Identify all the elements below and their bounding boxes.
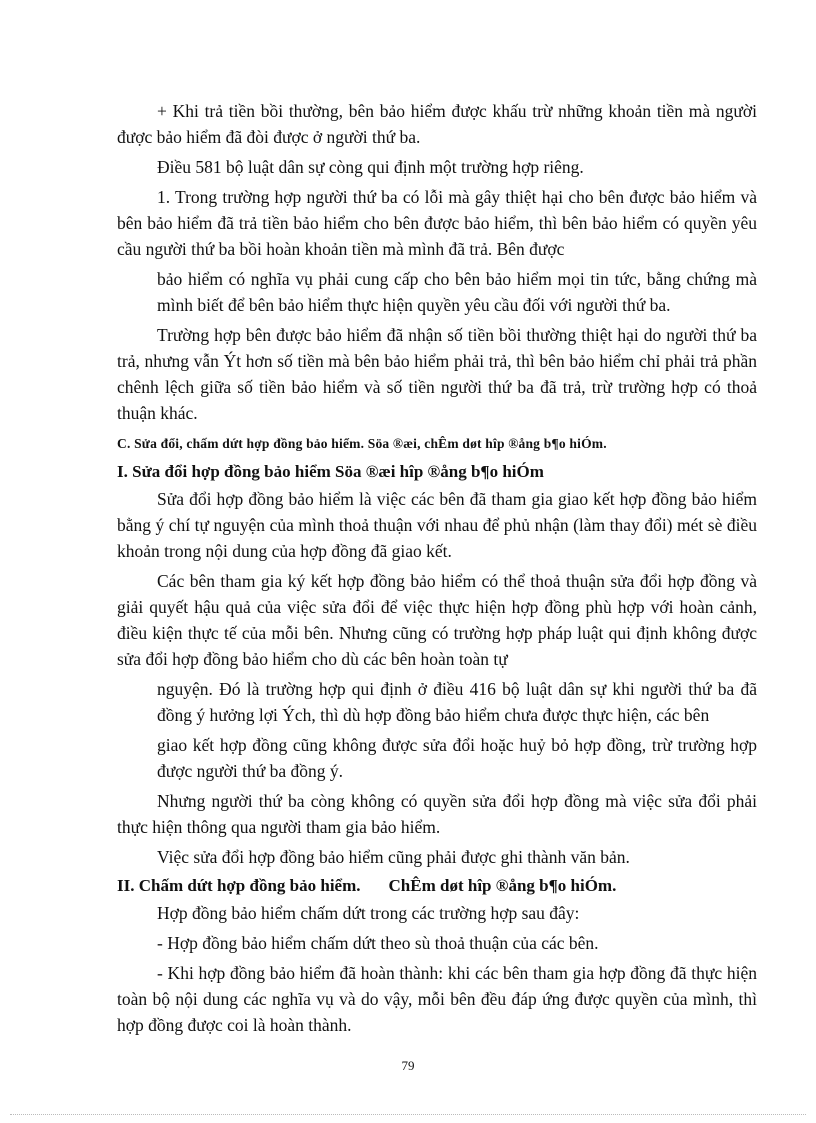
- section-2-title: II. Chấm dứt hợp đồng bảo hiểm.: [117, 876, 361, 895]
- paragraph: Điều 581 bộ luật dân sự còng qui định một trường hợp riêng.: [157, 157, 584, 177]
- paragraph: 1. Trong trường hợp người thứ ba có lỗi mà gây thiệt hại cho bên được bảo hiểm và bên bảo hiểm đã trả tiền bảo hiểm cho bên được bảo hiểm, thì bên bảo hiểm có quyền yêu cầu người thứ ba bồi hoàn khoản tiền mà mình đã trả. Bên được: [117, 187, 757, 259]
- section-1-heading: I. Sửa đổi hợp đồng bảo hiểm Söa ®æi hîp ®ång b¶o hiÓm: [117, 462, 544, 481]
- paragraph: giao kết hợp đồng cũng không được sửa đổi hoặc huỷ bỏ hợp đồng, trừ trường hợp được người thứ ba đồng ý.: [157, 735, 757, 781]
- paragraph: Nhưng người thứ ba còng không có quyền sửa đổi hợp đồng mà việc sửa đổi phải thực hiện thông qua người tham gia bảo hiểm.: [117, 791, 757, 837]
- document-page: [117, 98, 757, 1042]
- paragraph: nguyện. Đó là trường hợp qui định ở điều 416 bộ luật dân sự khi người thứ ba đã đồng ý hưởng lợi Ých, thì dù hợp đồng bảo hiểm chưa được thực hiện, các bên: [157, 679, 757, 725]
- paragraph: Trường hợp bên được bảo hiểm đã nhận số tiền bồi thường thiệt hại do người thứ ba trả, nhưng vẫn Ýt hơn số tiền mà bên bảo hiểm phải trả, thì bên bảo hiểm chỉ phải trả phần chênh lệch giữa số tiền bảo hiểm và số tiền người thứ ba đã trả, trừ trường hợp có thoả thuận khác.: [117, 325, 757, 423]
- section-2-title-encoded: ChÊm døt hîp ®ång b¶o hiÓm.: [388, 876, 617, 895]
- page-bottom-rule: [10, 1114, 806, 1115]
- paragraph: Việc sửa đổi hợp đồng bảo hiểm cũng phải được ghi thành văn bản.: [157, 847, 630, 867]
- paragraph: - Khi hợp đồng bảo hiểm đã hoàn thành: khi các bên tham gia hợp đồng đã thực hiện toàn bộ nội dung các nghĩa vụ và do vậy, mỗi bên đều đáp ứng được quyền của mình, thì hợp đồng được coi là hoàn thành.: [117, 963, 757, 1035]
- paragraph: Sửa đổi hợp đồng bảo hiểm là việc các bên đã tham gia giao kết hợp đồng bảo hiểm bằng ý chí tự nguyện của mình thoả thuận với nhau để phủ nhận (làm thay đổi) mét sè điều khoản trong nội dung của hợp đồng đã giao kết.: [117, 489, 757, 561]
- paragraph: + Khi trả tiền bồi thường, bên bảo hiểm được khấu trừ những khoản tiền mà người được bảo hiểm đã đòi được ở người thứ ba.: [117, 101, 757, 147]
- page-number: 79: [401, 1058, 415, 1073]
- paragraph: Hợp đồng bảo hiểm chấm dứt trong các trường hợp sau đây:: [157, 903, 580, 923]
- paragraph: - Hợp đồng bảo hiểm chấm dứt theo sù thoả thuận của các bên.: [157, 933, 599, 953]
- section-2-heading: [117, 874, 757, 898]
- paragraph: Các bên tham gia ký kết hợp đồng bảo hiểm có thể thoả thuận sửa đổi hợp đồng và giải quyết hậu quả của việc sửa đổi để việc thực hiện hợp đồng phù hợp với hoàn cảnh, điều kiện thực tế của mỗi bên. Nhưng cũng có trường hợp pháp luật qui định không được sửa đổi hợp đồng bảo hiểm cho dù các bên hoàn toàn tự: [117, 571, 757, 669]
- paragraph: bảo hiểm có nghĩa vụ phải cung cấp cho bên bảo hiểm mọi tin tức, bằng chứng mà mình biết để bên bảo hiểm thực hiện quyền yêu cầu đối với người thứ ba.: [157, 269, 757, 315]
- section-c-heading: C. Sửa đổi, chấm dứt hợp đồng bảo hiểm. Söa ®æi, chÊm døt hîp ®ång b¶o hiÓm.: [117, 436, 607, 451]
